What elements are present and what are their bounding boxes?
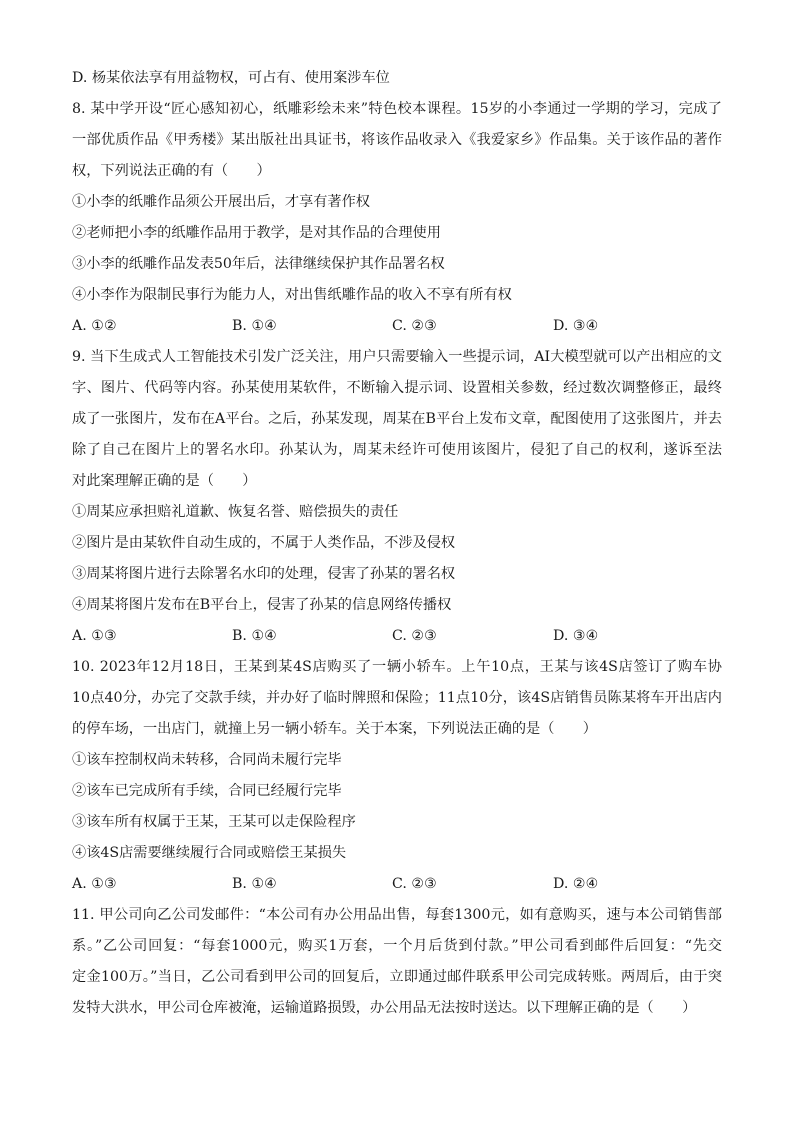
q9-statement: ④周某将图片发布在B平台上，侵害了孙某的信息网络传播权 (72, 597, 452, 613)
q10-statement: ④该4S店需要继续履行合同或赔偿王某损失 (72, 845, 347, 861)
q8-choice-c[interactable]: C. ②③ (392, 318, 437, 334)
q9-choice-b[interactable]: B. ①④ (232, 628, 277, 644)
q9-stem-line: 字、图片、代码等内容。孙某使用某软件，不断输入提示词、设置相关参数，经过数次调整修正，最终 (72, 380, 722, 396)
q7-option-d: D. 杨某依法享有用益物权，可占有、使用案涉车位 (72, 70, 390, 86)
question-11 (72, 900, 722, 1024)
q9-statement: ①周某应承担赔礼道歉、恢复名誉、赔偿损失的责任 (72, 504, 399, 520)
q8-stem-line: 权，下列说法正确的有（ ） (72, 163, 271, 179)
q10-choice-c[interactable]: C. ②③ (392, 876, 437, 892)
q9-stem-line: 9. 当下生成式人工智能技术引发广泛关注，用户只需要输入一些提示词，AI大模型就可以产出相应的文 (72, 349, 722, 365)
q10-stem-line: 10点40分，办完了交款手续，并办好了临时牌照和保险；11点10分，该4S店销售员陈某将车开出店内 (72, 690, 722, 706)
q8-choice-b[interactable]: B. ①④ (232, 318, 277, 334)
q9-choice-c[interactable]: C. ②③ (392, 628, 437, 644)
q10-choice-a[interactable]: A. ①③ (72, 876, 117, 892)
question-9 (72, 342, 722, 652)
question-10 (72, 652, 722, 900)
q8-statement: ④小李作为限制民事行为能力人，对出售纸雕作品的收入不享有所有权 (72, 287, 512, 303)
q8-choice-a[interactable]: A. ①② (72, 318, 117, 334)
q9-statement: ②图片是由某软件自动生成的，不属于人类作品，不涉及侵权 (72, 535, 456, 551)
q10-stem-line: 的停车场，一出店门，就撞上另一辆小轿车。关于本案，下列说法正确的是（ ） (72, 721, 597, 737)
q9-stem-line: 除了自己在图片上的署名水印。孙某认为，周某未经许可使用该图片，侵犯了自己的权利，遂诉至法 (72, 442, 722, 458)
question-8 (72, 94, 722, 342)
q10-choices (72, 869, 722, 900)
q10-statement: ①该车控制权尚未转移，合同尚未履行完毕 (72, 752, 342, 768)
q8-statement: ②老师把小李的纸雕作品用于教学，是对其作品的合理使用 (72, 225, 441, 241)
q9-stem-line: 对此案理解正确的是（ ） (72, 473, 257, 489)
q10-statement: ②该车已完成所有手续，合同已经履行完毕 (72, 783, 342, 799)
exam-page (72, 63, 722, 1024)
q8-statement: ①小李的纸雕作品须公开展出后，才享有著作权 (72, 194, 370, 210)
q8-statement: ③小李的纸雕作品发表50年后，法律继续保护其作品署名权 (72, 256, 445, 272)
q11-stem-line: 11. 甲公司向乙公司发邮件：“本公司有办公用品出售，每套1300元，如有意购买，速与本公司销售部 (72, 907, 722, 923)
q10-stem-line: 10. 2023年12月18日，王某到某4S店购买了一辆小轿车。上午10点，王某与该4S店签订了购车协 (72, 659, 722, 675)
q9-choices (72, 621, 722, 652)
q9-stem-line: 成了一张图片，发布在A平台。之后，孙某发现，周某在B平台上发布文章，配图使用了这张图片，并去 (72, 411, 722, 427)
q11-stem-line: 发特大洪水，甲公司仓库被淹，运输道路损毁，办公用品无法按时送达。以下理解正确的是（ ） (72, 1000, 697, 1016)
q9-statement: ③周某将图片进行去除署名水印的处理，侵害了孙某的署名权 (72, 566, 456, 582)
q9-choice-d[interactable]: D. ③④ (553, 628, 599, 644)
q8-stem-line: 一部优质作品《甲秀楼》某出版社出具证书，将该作品收录入《我爱家乡》作品集。关于该作品的著作 (72, 132, 722, 148)
q10-choice-b[interactable]: B. ①④ (232, 876, 277, 892)
q8-stem-line: 8. 某中学开设“匠心感知初心，纸雕彩绘未来”特色校本课程。15岁的小李通过一学期的学习，完成了 (72, 101, 722, 117)
q10-choice-d[interactable]: D. ②④ (553, 876, 599, 892)
q11-stem-line: 系。”乙公司回复：“每套1000元，购买1万套，一个月后货到付款。”甲公司看到邮件后回复：“先交 (72, 938, 722, 954)
q9-choice-a[interactable]: A. ①③ (72, 628, 117, 644)
q8-choices (72, 311, 722, 342)
q11-stem-line: 定金100万。”当日，乙公司看到甲公司的回复后，立即通过邮件联系甲公司完成转账。两周后，由于突 (72, 969, 722, 985)
q10-statement: ③该车所有权属于王某，王某可以走保险程序 (72, 814, 356, 830)
q8-choice-d[interactable]: D. ③④ (553, 318, 599, 334)
